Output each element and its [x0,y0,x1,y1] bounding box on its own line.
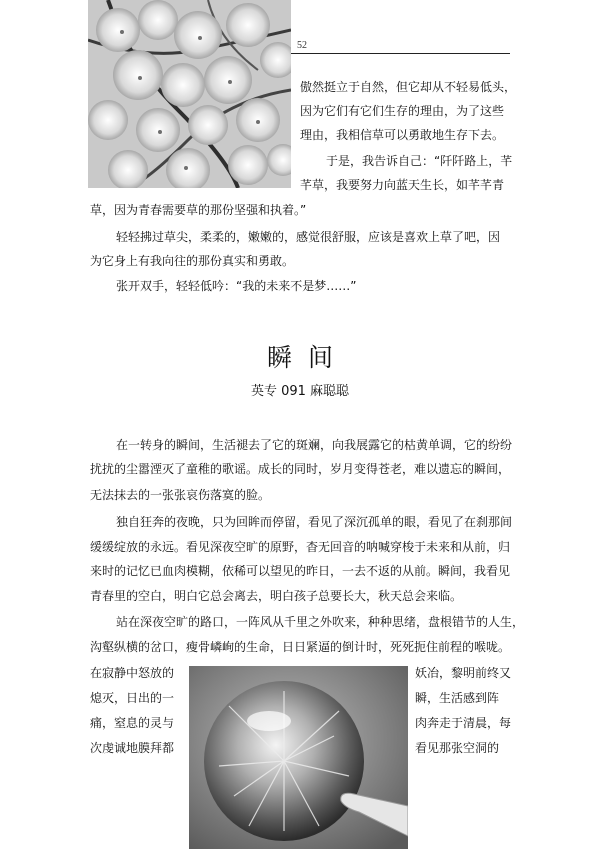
header-rule [290,53,510,54]
wrap-left-4: 次虔诚地膜拜都 [90,741,175,755]
poem-line-1: 傲然挺立于自然，但它却从不轻易低头， [300,80,517,94]
article-title: 瞬间 [266,343,349,372]
poem-line-4: 于是，我告诉自己：“阡阡路上，芊 [326,154,513,168]
article-line-3: 无法抹去的一张张哀伤落寞的脸。 [90,488,271,502]
wrap-right-3: 肉奔走于清晨，每 [415,716,512,730]
article-line-9: 沟壑纵横的岔口，瘦骨嶙峋的生命，日日紧逼的倒计时，死死扼住前程的喉咙。 [90,640,511,654]
page-number: 52 [297,40,307,51]
article-line-5: 缓缓绽放的永远。看见深夜空旷的原野，杳无回音的呐喊穿梭于未来和从前，归 [90,540,511,554]
poem-line-5: 芊草，我要努力向蓝天生长，如芊芊青 [300,178,505,192]
wrap-left-1: 在寂静中怒放的 [90,666,175,680]
poem-line-6: 草，因为青春需要草的那份坚强和执着。” [90,203,307,217]
poem-line-3: 理由，我相信草可以勇敢地生存下去。 [300,128,505,142]
wrap-left-3: 痛，窒息的灵与 [90,716,175,730]
wrap-right-2: 瞬，生活感到阵 [415,691,500,705]
wrap-right-1: 妖冶，黎明前终又 [415,666,512,680]
article-line-4: 独自狂奔的夜晚，只为回眸而停留，看见了深沉孤单的眼，看见了在刹那间 [116,515,513,529]
article-author: 英专 091 麻聪聪 [250,384,350,399]
cherry-blossom-photo [88,0,291,188]
wrap-left-2: 熄灭，日出的一 [90,691,175,705]
wrap-right-4: 看见那张空洞的 [415,741,500,755]
article-line-7: 青春里的空白，明白它总会离去，明白孩子总要长大，秋天总会来临。 [90,589,463,603]
poem-line-8: 为它身上有我向往的那份真实和勇敢。 [90,254,295,268]
poem-line-7: 轻轻拂过草尖，柔柔的，嫩嫩的，感觉很舒服，应该是喜欢上草了吧，因 [116,230,501,244]
article-line-1: 在一转身的瞬间，生活褪去了它的斑斓，向我展露它的枯黄单调，它的纷纷 [116,438,513,452]
article-line-8: 站在深夜空旷的路口，一阵风从千里之外吹来，种种思绪，盘根错节的人生， [116,615,525,629]
article-line-2: 扰扰的尘嚣湮灭了童稚的歌谣。成长的同时，岁月变得苍老，难以遗忘的瞬间， [90,462,511,476]
article-line-6: 来时的记忆已血肉模糊，依稀可以望见的昨日，一去不返的从前。瞬间，我看见 [90,564,511,578]
glass-sphere-photo [189,666,408,849]
poem-line-9: 张开双手，轻轻低吟：“我的未来不是梦……” [116,279,357,293]
poem-line-2: 因为它们有它们生存的理由，为了这些 [300,104,505,118]
